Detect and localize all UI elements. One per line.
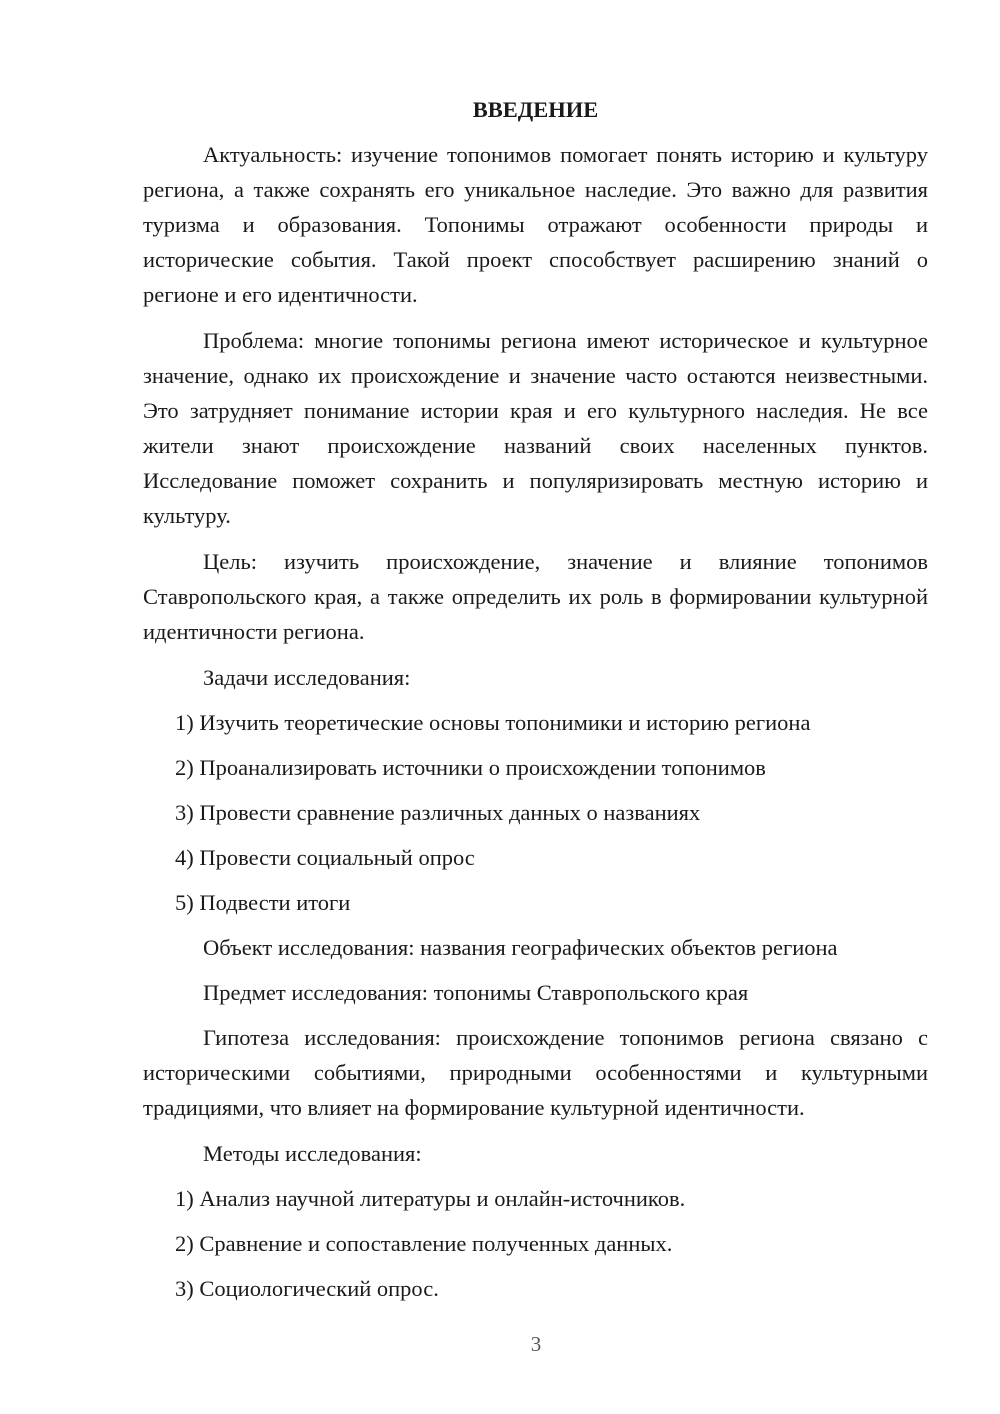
- task-item: 2) Проанализировать источники о происхождении топонимов: [175, 755, 766, 780]
- tasks-heading: Задачи исследования:: [203, 665, 411, 690]
- section-title: ВВЕДЕНИЕ: [472, 97, 599, 122]
- methods-heading: Методы исследования:: [203, 1141, 422, 1166]
- object-line: Объект исследования: названия географических объектов региона: [203, 935, 838, 960]
- subject-line: Предмет исследования: топонимы Ставропольского края: [203, 980, 749, 1005]
- hypothesis-paragraph: Гипотеза исследования: происхождение топонимов региона связано с историческими событиями, природными особенностями и культурными традициями, что влияет на формирование культурной идентичности.: [143, 1025, 928, 1120]
- tasks-list: [143, 705, 928, 920]
- task-item: 1) Изучить теоретические основы топонимики и историю региона: [175, 710, 811, 735]
- methods-list: [143, 1181, 928, 1306]
- method-item: 3) Социологический опрос.: [175, 1276, 439, 1301]
- task-item: 3) Провести сравнение различных данных о названиях: [175, 800, 701, 825]
- document-page: [143, 92, 928, 1316]
- relevance-paragraph: Актуальность: изучение топонимов помогает понять историю и культуру региона, а также сохранять его уникальное наследие. Это важно для развития туризма и образования. Топонимы отражают особенности природы и исторические события. Такой проект способствует расширению знаний о регионе и его идентичности.: [143, 142, 928, 307]
- method-item: 1) Анализ научной литературы и онлайн-источников.: [175, 1186, 686, 1211]
- method-item: 2) Сравнение и сопоставление полученных данных.: [175, 1231, 673, 1256]
- task-item: 5) Подвести итоги: [175, 890, 351, 915]
- goal-paragraph: Цель: изучить происхождение, значение и влияние топонимов Ставропольского края, а также определить их роль в формировании культурной идентичности региона.: [143, 549, 928, 644]
- task-item: 4) Провести социальный опрос: [175, 845, 475, 870]
- page-number: 3: [530, 1332, 542, 1356]
- problem-paragraph: Проблема: многие топонимы региона имеют историческое и культурное значение, однако их происхождение и значение часто остаются неизвестными. Это затрудняет понимание истории края и его культурного наследия. Не все жители знают происхождение названий своих населенных пунктов. Исследование поможет сохранить и популяризировать местную историю и культуру.: [143, 328, 928, 528]
